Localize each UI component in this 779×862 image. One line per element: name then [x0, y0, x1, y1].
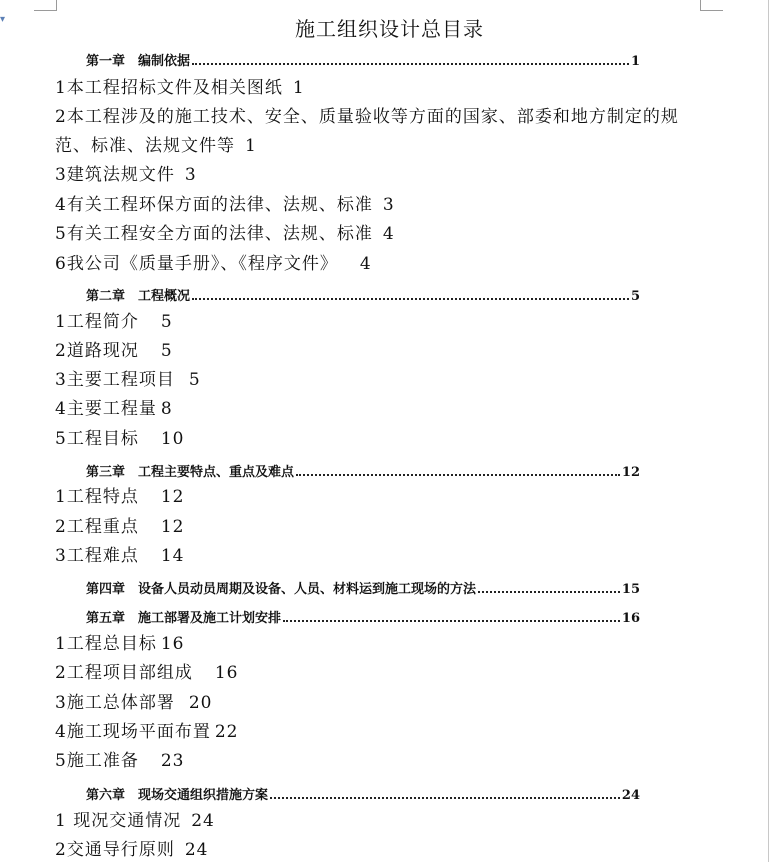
dot-leader — [283, 619, 620, 622]
item-page-number: 22 — [214, 722, 239, 742]
chapter-page-number: 12 — [621, 465, 640, 480]
item-page-number: 1 — [292, 78, 305, 98]
page-edge — [768, 0, 769, 862]
toc-chapter-heading[interactable] — [86, 578, 640, 598]
item-page-number: 24 — [191, 811, 215, 831]
item-page-number: 4 — [359, 254, 372, 274]
chapter-page-number: 5 — [630, 289, 640, 304]
item-page-number: 14 — [160, 546, 185, 566]
item-page-number: 10 — [160, 429, 185, 449]
item-page-number: 12 — [160, 517, 185, 537]
toc-item: 4施工现场平面布置 22 — [55, 722, 239, 742]
toc-item: 4有关工程环保方面的法律、法规、标准 3 — [55, 195, 395, 215]
item-page-number: 23 — [160, 751, 185, 771]
margin-corner-mark — [34, 0, 57, 11]
chapter-label: 第三章 工程主要特点、重点及难点 — [86, 465, 295, 480]
toc-item: 1工程简介 5 — [55, 312, 173, 332]
chapter-page-number: 1 — [630, 54, 640, 69]
item-page-number: 20 — [188, 693, 213, 713]
toc-item: 2工程重点 12 — [55, 517, 185, 537]
chapter-page-number: 16 — [621, 611, 640, 626]
chapter-label: 第二章 工程概况 — [86, 289, 191, 304]
dot-leader — [270, 796, 620, 799]
dot-leader — [192, 62, 629, 65]
page-title: 施工组织设计总目录 — [295, 17, 484, 41]
chapter-label: 第六章 现场交通组织措施方案 — [86, 788, 269, 803]
item-page-number: 3 — [184, 165, 197, 185]
item-page-number: 5 — [188, 370, 201, 390]
chapter-page-number: 15 — [621, 582, 640, 597]
dot-leader — [192, 297, 629, 300]
toc-item: 1本工程招标文件及相关图纸 1 — [55, 78, 305, 98]
item-page-number: 4 — [382, 224, 395, 244]
toc-chapter-heading[interactable] — [86, 285, 640, 305]
toc-item: 1 现况交通情况 24 — [55, 811, 215, 831]
item-page-number: 16 — [214, 663, 239, 683]
margin-corner-mark — [700, 0, 723, 11]
toc-item: 5施工准备 23 — [55, 751, 185, 771]
toc-item: 3主要工程项目 5 — [55, 370, 201, 390]
dot-leader — [478, 590, 620, 593]
toc-item: 范、标准、法规文件等 1 — [55, 136, 257, 156]
toc-chapter-heading[interactable] — [86, 607, 640, 627]
toc-item: 3施工总体部署 20 — [55, 693, 213, 713]
toc-item: 2交通导行原则 24 — [55, 840, 209, 860]
toc-item: 1工程总目标 16 — [55, 634, 185, 654]
item-page-number: 12 — [160, 487, 185, 507]
toc-item: 1工程特点 12 — [55, 487, 185, 507]
item-page-number: 5 — [160, 312, 173, 332]
chapter-page-number: 24 — [621, 788, 640, 803]
toc-item: 2工程项目部组成 16 — [55, 663, 239, 683]
toc-item: 3工程难点 14 — [55, 546, 185, 566]
toc-chapter-heading[interactable] — [86, 50, 640, 70]
toc-item: 2道路现况 5 — [55, 341, 173, 361]
item-page-number: 5 — [160, 341, 173, 361]
chapter-label: 第五章 施工部署及施工计划安排 — [86, 611, 282, 626]
dot-leader — [296, 473, 620, 476]
toc-item: 3建筑法规文件 3 — [55, 165, 197, 185]
item-page-number: 24 — [184, 840, 209, 860]
toc-item: 5有关工程安全方面的法律、法规、标准 4 — [55, 224, 395, 244]
item-page-number: 16 — [160, 634, 185, 654]
item-page-number: 8 — [160, 399, 173, 419]
item-page-number: 1 — [245, 136, 257, 156]
toc-item: 5工程目标 10 — [55, 429, 185, 449]
toc-item: 4主要工程量 8 — [55, 399, 173, 419]
chapter-label: 第四章 设备人员动员周期及设备、人员、材料运到施工现场的方法 — [86, 582, 477, 597]
toc-chapter-heading[interactable] — [86, 784, 640, 804]
toc-item: 2本工程涉及的施工技术、安全、质量验收等方面的国家、部委和地方制定的规 — [55, 107, 679, 127]
chapter-label: 第一章 编制依据 — [86, 54, 191, 69]
toc-chapter-heading[interactable] — [86, 461, 640, 481]
toc-item: 6我公司《质量手册》、《程序文件》 4 — [55, 254, 372, 274]
item-page-number: 3 — [382, 195, 395, 215]
paragraph-anchor-icon: ▾ — [0, 14, 6, 25]
